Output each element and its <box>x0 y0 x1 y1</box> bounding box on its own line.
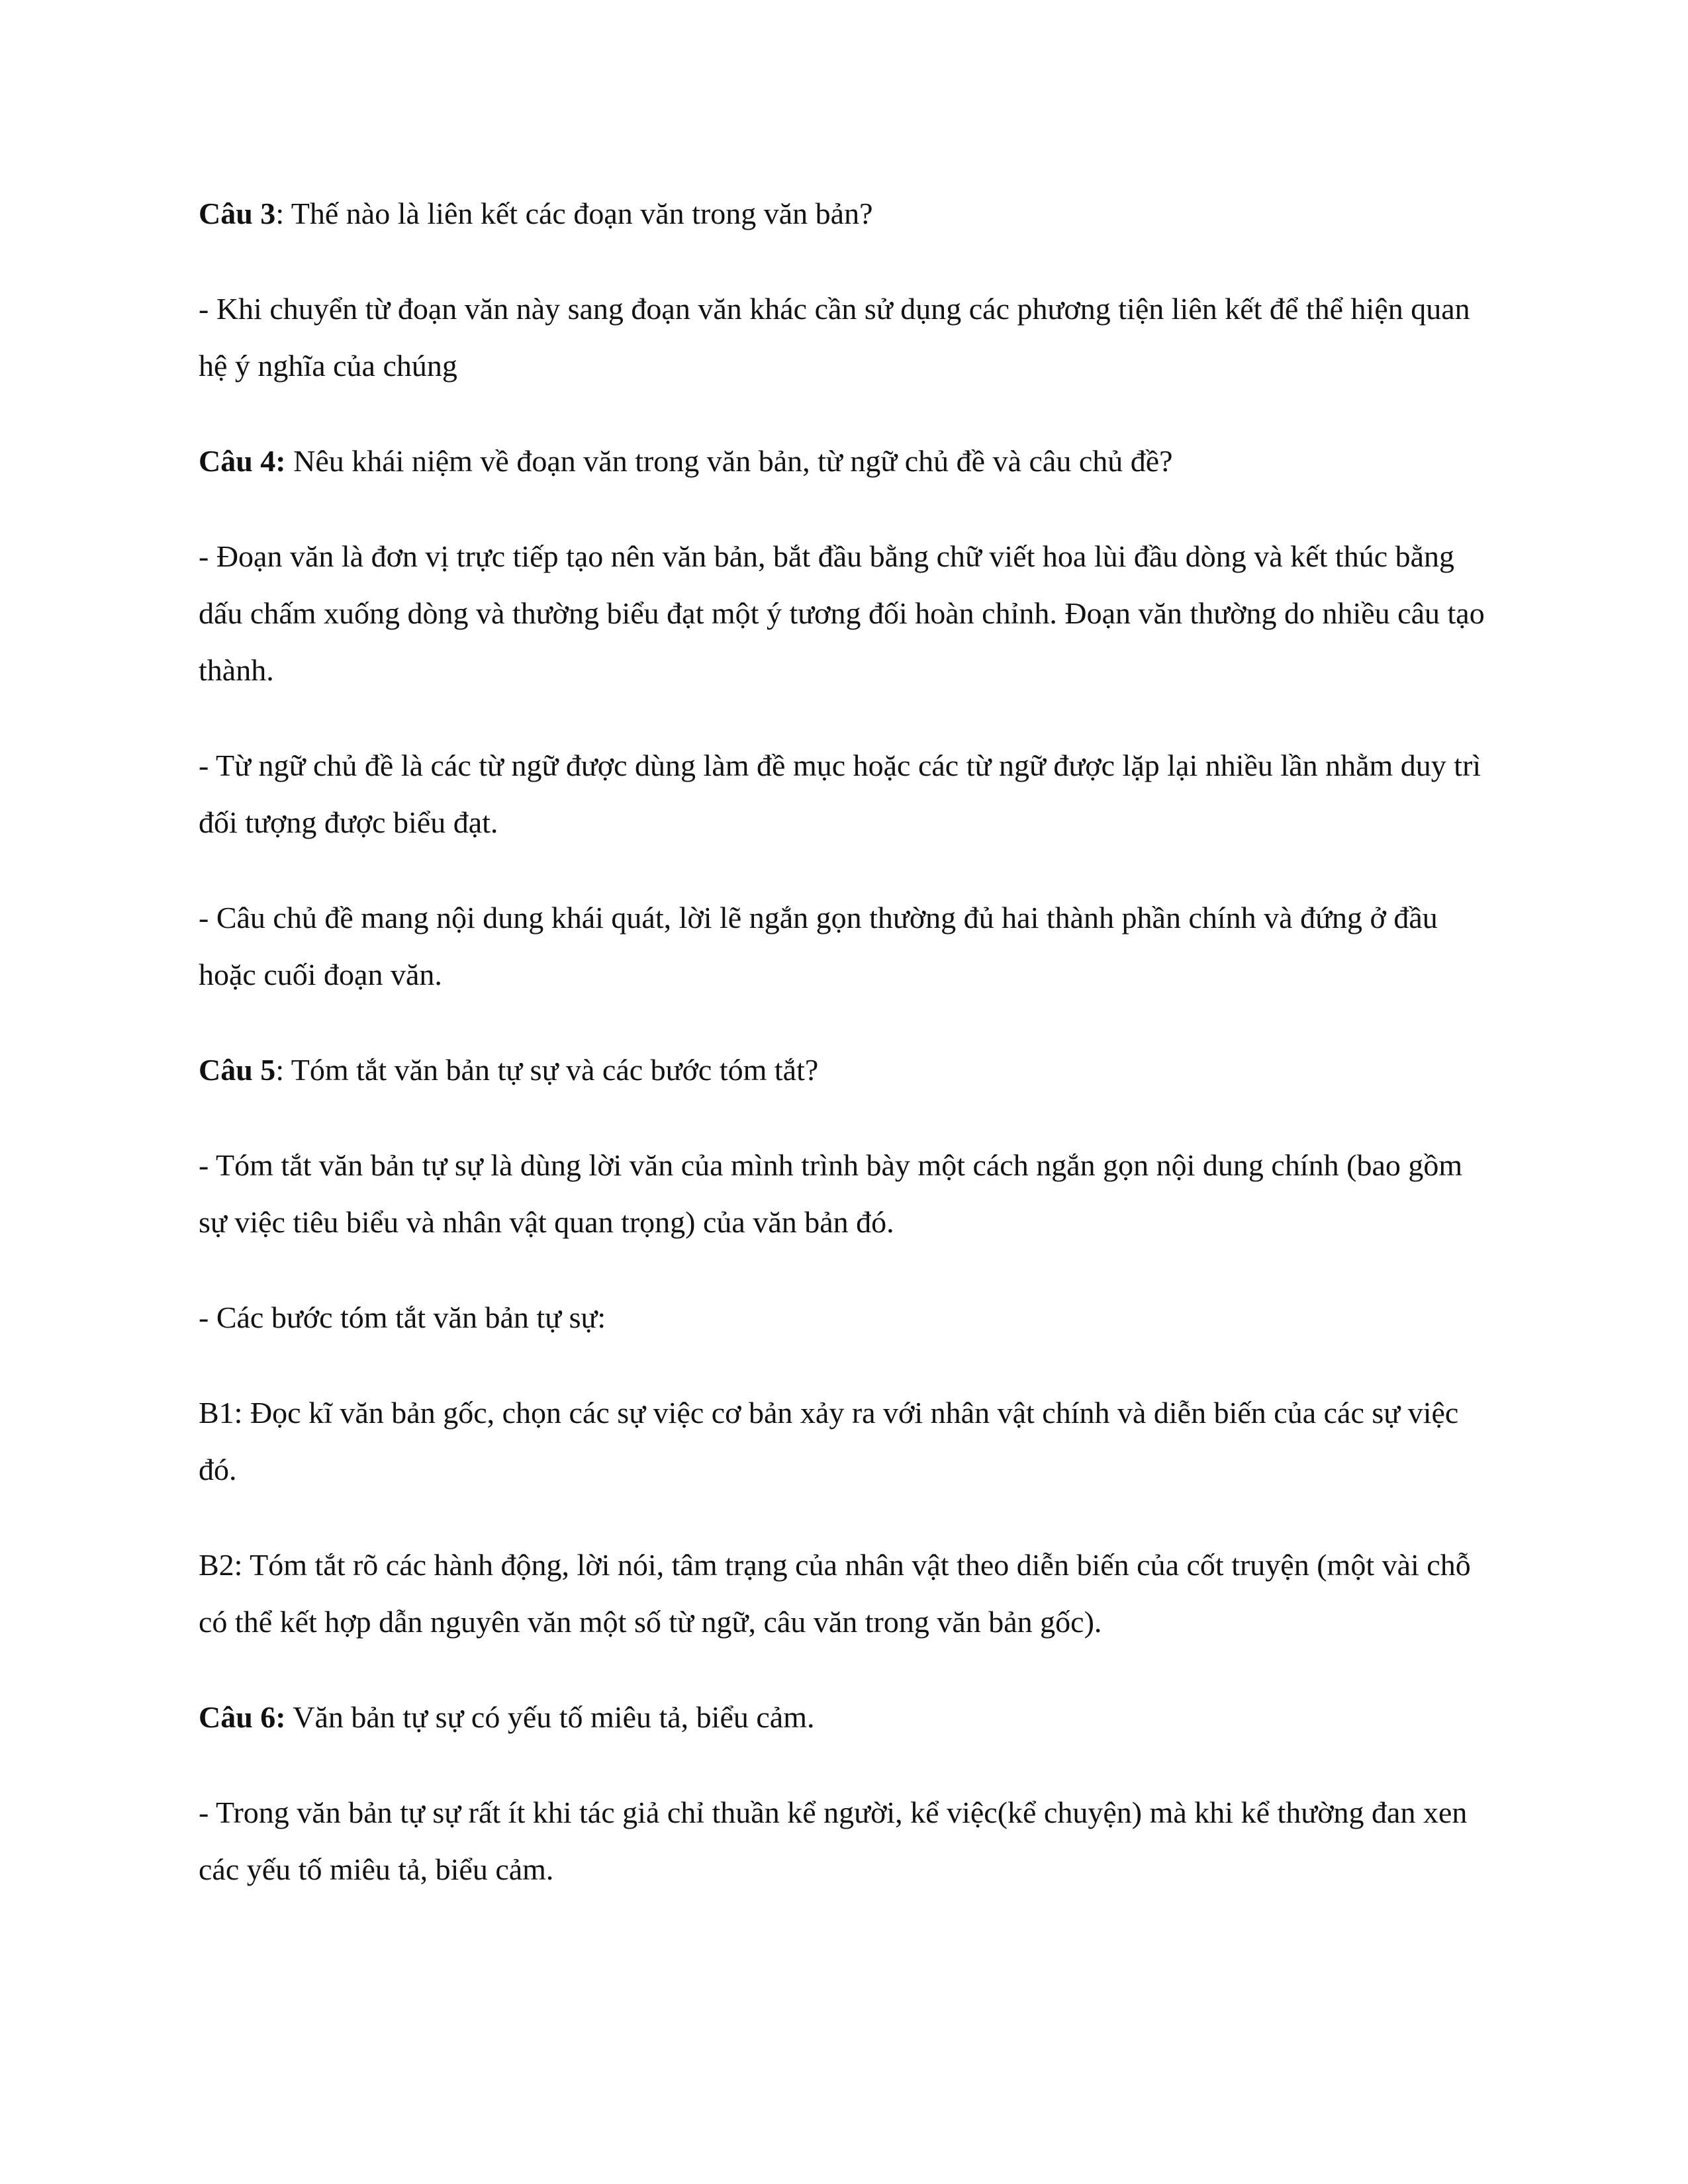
question-3 <box>199 185 1496 242</box>
question-6-label: Câu 6: <box>199 1700 286 1734</box>
answer-5-paragraph-4: B2: Tóm tắt rõ các hành động, lời nói, tâm trạng của nhân vật theo diễn biến của cốt truyện (một vài chỗ có thể kết hợp dẫn nguyên văn một số từ ngữ, câu văn trong văn bản gốc). <box>199 1548 1471 1639</box>
answer-5-paragraph-3: B1: Đọc kĩ văn bản gốc, chọn các sự việc cơ bản xảy ra với nhân vật chính và diễn biến của các sự việc đó. <box>199 1396 1459 1486</box>
question-5 <box>199 1042 1496 1099</box>
question-4 <box>199 433 1496 490</box>
answer-3-paragraph-1: - Khi chuyển từ đoạn văn này sang đoạn văn khác cần sử dụng các phương tiện liên kết để thể hiện quan hệ ý nghĩa của chúng <box>199 292 1470 383</box>
question-5-separator: : <box>275 1053 291 1087</box>
answer-4-paragraph-3: - Câu chủ đề mang nội dung khái quát, lời lẽ ngắn gọn thường đủ hai thành phần chính và đứng ở đầu hoặc cuối đoạn văn. <box>199 901 1438 991</box>
question-4-separator <box>286 444 294 478</box>
answer-4-paragraph-1: - Đoạn văn là đơn vị trực tiếp tạo nên văn bản, bắt đầu bằng chữ viết hoa lùi đầu dòng và kết thúc bằng dấu chấm xuống dòng và thường biểu đạt một ý tương đối hoàn chỉnh. Đoạn văn thường do nhiều câu tạo thành. <box>199 539 1485 687</box>
document-page <box>199 185 1496 1936</box>
question-4-text: Nêu khái niệm về đoạn văn trong văn bản, từ ngữ chủ đề và câu chủ đề? <box>293 444 1173 478</box>
answer-5-paragraph-2: - Các bước tóm tắt văn bản tự sự: <box>199 1300 606 1334</box>
question-5-text: Tóm tắt văn bản tự sự và các bước tóm tắt? <box>291 1053 819 1087</box>
question-6-text: Văn bản tự sự có yếu tố miêu tả, biểu cảm. <box>293 1700 815 1734</box>
question-6-separator <box>286 1700 293 1734</box>
question-3-label: Câu 3 <box>199 197 276 230</box>
question-4-label: Câu 4: <box>199 444 286 478</box>
question-3-text: Thế nào là liên kết các đoạn văn trong văn bản? <box>291 197 873 230</box>
answer-4-paragraph-2: - Từ ngữ chủ đề là các từ ngữ được dùng làm đề mục hoặc các từ ngữ được lặp lại nhiều lần nhằm duy trì đối tượng được biểu đạt. <box>199 749 1481 839</box>
question-3-separator: : <box>275 197 291 230</box>
answer-5-paragraph-1: - Tóm tắt văn bản tự sự là dùng lời văn của mình trình bày một cách ngắn gọn nội dung chính (bao gồm sự việc tiêu biểu và nhân vật quan trọng) của văn bản đó. <box>199 1148 1463 1239</box>
question-5-label: Câu 5 <box>199 1053 276 1087</box>
question-6 <box>199 1689 1496 1746</box>
answer-6-paragraph-1: - Trong văn bản tự sự rất ít khi tác giả chỉ thuần kể người, kể việc(kể chuyện) mà khi kể thường đan xen các yếu tố miêu tả, biểu cảm. <box>199 1796 1468 1886</box>
